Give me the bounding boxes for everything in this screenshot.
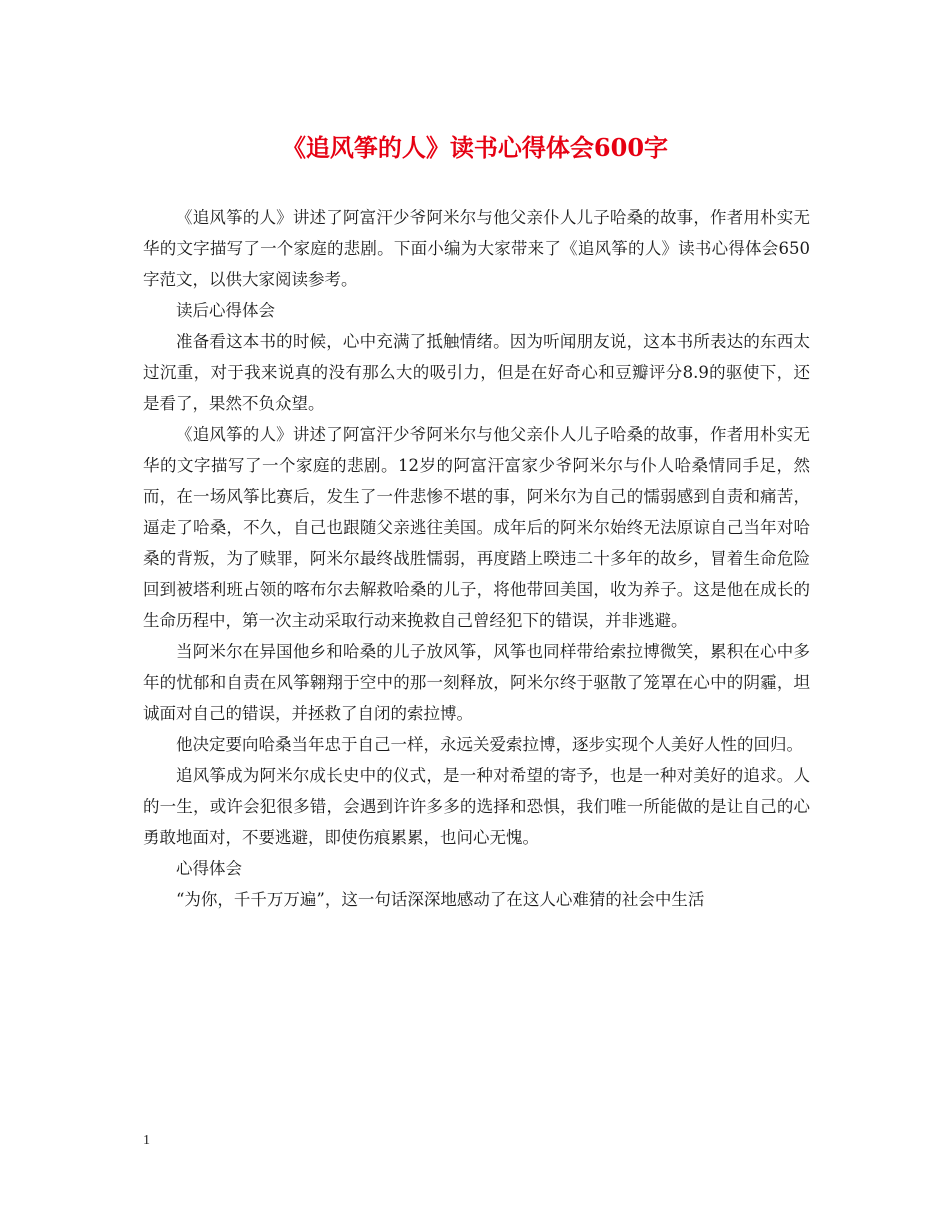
- paragraph: 《追风筝的人》讲述了阿富汗少爷阿米尔与他父亲仆人儿子哈桑的故事，作者用朴实无华的文字描写了一个家庭的悲剧。下面小编为大家带来了《追风筝的人》读书心得体会650字范文，以供大家阅读参考。: [143, 208, 810, 289]
- document-body: [143, 202, 810, 915]
- page-number: 1: [143, 1133, 150, 1148]
- paragraph: 他决定要向哈桑当年忠于自己一样，永远关爱索拉博，逐步实现个人美好人性的回归。: [176, 735, 803, 754]
- paragraph: 追风筝成为阿米尔成长史中的仪式，是一种对希望的寄予，也是一种对美好的追求。人的一生，或许会犯很多错，会遇到许许多多的选择和恐惧，我们唯一所能做的是让自己的心勇敢地面对，不要逃避，即使伤痕累累，也问心无愧。: [143, 766, 810, 847]
- paragraph: “为你，千千万万遍”，这一句话深深地感动了在这人心难猜的社会中生活: [176, 890, 705, 909]
- paragraph: 当阿米尔在异国他乡和哈桑的儿子放风筝，风筝也同样带给索拉博微笑，累积在心中多年的忧郁和自责在风筝翱翔于空中的那一刻释放，阿米尔终于驱散了笼罩在心中的阴霾，坦诚面对自己的错误，并拯救了自闭的索拉博。: [143, 642, 810, 723]
- section-heading: 心得体会: [176, 859, 242, 878]
- paragraph: 准备看这本书的时候，心中充满了抵触情绪。因为听闻朋友说，这本书所表达的东西太过沉重，对于我来说真的没有那么大的吸引力，但是在好奇心和豆瓣评分8.9的驱使下，还是看了，果然不负众望。: [143, 332, 810, 413]
- section-heading: 读后心得体会: [176, 301, 275, 320]
- document-title: 《追风筝的人》读书心得体会600字: [281, 133, 669, 162]
- paragraph: 《追风筝的人》讲述了阿富汗少爷阿米尔与他父亲仆人儿子哈桑的故事，作者用朴实无华的文字描写了一个家庭的悲剧。12岁的阿富汗富家少爷阿米尔与仆人哈桑情同手足，然而，在一场风筝比赛后，发生了一件悲惨不堪的事，阿米尔为自己的懦弱感到自责和痛苦，逼走了哈桑，不久，自己也跟随父亲逃往美国。成年后的阿米尔始终无法原谅自己当年对哈桑的背叛，为了赎罪，阿米尔最终战胜懦弱，再度踏上暌违二十多年的故乡，冒着生命危险回到被塔利班占领的喀布尔去解救哈桑的儿子，将他带回美国，收为养子。这是他在成长的生命历程中，第一次主动采取行动来挽救自己曾经犯下的错误，并非逃避。: [143, 425, 810, 630]
